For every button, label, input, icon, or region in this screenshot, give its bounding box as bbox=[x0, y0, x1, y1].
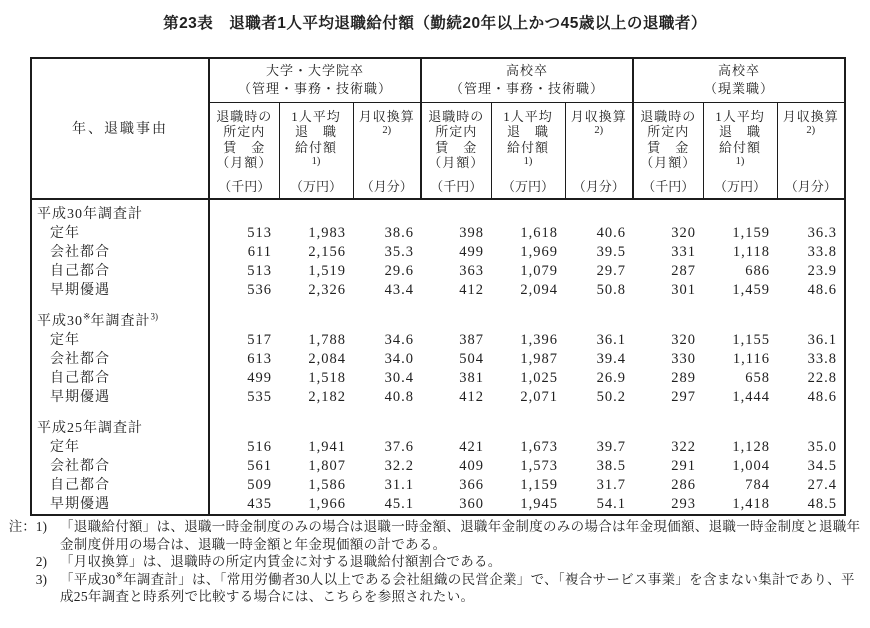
empty-cell bbox=[353, 300, 421, 331]
value-cell: 398 bbox=[459, 224, 484, 241]
value-cell: 1,118 bbox=[732, 243, 770, 260]
value-cell: 360 bbox=[459, 495, 484, 512]
corner-header: 年、退職事由 bbox=[31, 58, 209, 199]
value-cell: 322 bbox=[671, 438, 696, 455]
empty-cell bbox=[279, 300, 353, 331]
subcol-line: 月収換算 bbox=[358, 108, 415, 124]
subcol-line: 退 職 bbox=[506, 124, 549, 139]
value-cell: 48.5 bbox=[807, 495, 837, 512]
empty-cell bbox=[421, 407, 491, 438]
empty-cell bbox=[209, 407, 279, 438]
note-row bbox=[3, 553, 867, 571]
value-cell: 2,156 bbox=[308, 243, 346, 260]
value-cell: 39.7 bbox=[596, 438, 626, 455]
value-cell: 561 bbox=[247, 457, 272, 474]
subcol-line: 賃 金 bbox=[223, 139, 266, 155]
value-cell: 36.1 bbox=[807, 331, 837, 348]
value-cell: 1,673 bbox=[520, 438, 558, 455]
value-cell: 513 bbox=[247, 262, 272, 279]
value-cell: 35.3 bbox=[384, 243, 414, 260]
value-cell: 1,618 bbox=[520, 224, 558, 241]
group-header-3 bbox=[633, 58, 845, 102]
value-cell: 1,116 bbox=[732, 350, 770, 367]
value-cell: 1,079 bbox=[520, 262, 558, 279]
value-cell: 516 bbox=[247, 438, 272, 455]
subcol-line: 所定内 bbox=[647, 124, 690, 139]
subcol-footnote-marker: 2) bbox=[594, 125, 604, 136]
data-row bbox=[31, 281, 845, 300]
row-label-cell: 定年 bbox=[31, 331, 209, 350]
value-cell: 499 bbox=[459, 243, 484, 260]
value-cell: 320 bbox=[671, 331, 696, 348]
group-header-2 bbox=[421, 58, 633, 102]
row-label-cell: 早期優遇 bbox=[31, 281, 209, 300]
subcol-line: 1人平均 bbox=[715, 108, 765, 124]
subcol-line: （月額） bbox=[216, 155, 273, 170]
value-cell: 412 bbox=[459, 388, 484, 405]
note-body: 「月収換算」は、退職時の所定内賃金に対する退職給付額割合である。 bbox=[60, 554, 502, 569]
value-cell: 1,969 bbox=[520, 243, 558, 260]
value-cell: 31.1 bbox=[384, 476, 414, 493]
unit-label: （万円） bbox=[713, 178, 766, 194]
value-cell: 48.6 bbox=[807, 281, 837, 298]
section-label-cell: 平成25年調査計 bbox=[31, 407, 209, 438]
unit-label: （月分） bbox=[360, 178, 413, 194]
empty-cell bbox=[209, 300, 279, 331]
value-cell: 291 bbox=[671, 457, 696, 474]
value-cell: 287 bbox=[671, 262, 696, 279]
empty-cell bbox=[565, 199, 633, 224]
section-label-cell: 平成30年調査計 bbox=[31, 199, 209, 224]
value-cell: 50.2 bbox=[596, 388, 626, 405]
row-label-cell: 自己都合 bbox=[31, 476, 209, 495]
value-cell: 29.7 bbox=[596, 262, 626, 279]
value-cell: 33.8 bbox=[807, 350, 837, 367]
value-cell: 1,004 bbox=[732, 457, 770, 474]
value-cell: 29.6 bbox=[384, 262, 414, 279]
row-label-cell: 会社都合 bbox=[31, 350, 209, 369]
subcol-line: 月収換算 bbox=[570, 108, 627, 124]
data-row bbox=[31, 224, 845, 243]
subcol-footnote-marker: 2) bbox=[806, 125, 816, 136]
group-name: 高校卒 bbox=[717, 63, 760, 79]
group-header-1 bbox=[209, 58, 421, 102]
subcol-line: 退職時の bbox=[428, 108, 485, 124]
value-cell: 412 bbox=[459, 281, 484, 298]
note-body: 「平成30※年調査計」は、「常用労働者30人以上である会社組織の民営企業」で、「複合サービス事業」を含まない集計であり、平成25年調査と時系列で比較する場合には、こちらを参照されたい。 bbox=[60, 570, 855, 604]
empty-cell bbox=[209, 199, 279, 224]
unit-label: （月分） bbox=[572, 178, 625, 194]
data-row bbox=[31, 369, 845, 388]
page-title: 第23表 退職者1人平均退職給付額（勤続20年以上かつ45歳以上の退職者） bbox=[163, 15, 707, 32]
subcol-line: 退職時の bbox=[640, 108, 697, 124]
value-cell: 301 bbox=[671, 281, 696, 298]
section-label-cell: 平成30※年調査計$^{3)}$ bbox=[31, 300, 209, 331]
subcol-footnote-marker: 1) bbox=[735, 156, 745, 167]
value-cell: 517 bbox=[247, 331, 272, 348]
value-cell: 381 bbox=[459, 369, 484, 386]
empty-cell bbox=[491, 407, 565, 438]
empty-cell bbox=[353, 407, 421, 438]
subcol-header bbox=[565, 102, 633, 199]
benefits-table bbox=[30, 57, 846, 516]
value-cell: 1,396 bbox=[520, 331, 558, 348]
value-cell: 43.4 bbox=[384, 281, 414, 298]
value-cell: 30.4 bbox=[384, 369, 414, 386]
value-cell: 1,941 bbox=[308, 438, 346, 455]
value-cell: 320 bbox=[671, 224, 696, 241]
value-cell: 1,519 bbox=[308, 262, 346, 279]
subcol-line: 給付額 bbox=[718, 139, 761, 155]
value-cell: 35.0 bbox=[807, 438, 837, 455]
value-cell: 1,983 bbox=[308, 224, 346, 241]
value-cell: 45.1 bbox=[384, 495, 414, 512]
empty-cell bbox=[703, 300, 777, 331]
empty-cell bbox=[633, 300, 703, 331]
subcol-line: 所定内 bbox=[435, 124, 478, 139]
group-subname: （現業職） bbox=[703, 81, 774, 97]
subcol-footnote-marker: 2) bbox=[382, 125, 392, 136]
data-row bbox=[31, 243, 845, 262]
value-cell: 409 bbox=[459, 457, 484, 474]
subcol-line: 退 職 bbox=[718, 124, 761, 139]
value-cell: 54.1 bbox=[596, 495, 626, 512]
empty-cell bbox=[777, 300, 845, 331]
value-cell: 1,788 bbox=[308, 331, 346, 348]
value-cell: 2,071 bbox=[520, 388, 558, 405]
unit-label: （万円） bbox=[501, 178, 554, 194]
value-cell: 22.8 bbox=[807, 369, 837, 386]
subcol-header bbox=[279, 102, 353, 199]
section-label-row bbox=[31, 407, 845, 438]
data-row bbox=[31, 457, 845, 476]
value-cell: 2,326 bbox=[308, 281, 346, 298]
value-cell: 286 bbox=[671, 476, 696, 493]
empty-cell bbox=[565, 300, 633, 331]
subcol-line: （月額） bbox=[640, 155, 697, 170]
table-body bbox=[31, 199, 845, 515]
empty-cell bbox=[703, 199, 777, 224]
group-subname: （管理・事務・技術職） bbox=[449, 81, 604, 97]
value-cell: 32.2 bbox=[384, 457, 414, 474]
value-cell: 1,418 bbox=[732, 495, 770, 512]
value-cell: 297 bbox=[671, 388, 696, 405]
value-cell: 1,459 bbox=[732, 281, 770, 298]
empty-cell bbox=[777, 407, 845, 438]
note-marker: 注：1) bbox=[8, 519, 47, 534]
unit-label: （千円） bbox=[642, 178, 695, 194]
data-row bbox=[31, 476, 845, 495]
data-row bbox=[31, 388, 845, 407]
value-cell: 1,128 bbox=[732, 438, 770, 455]
subcol-line: 1人平均 bbox=[291, 108, 341, 124]
row-label-cell: 自己都合 bbox=[31, 369, 209, 388]
data-row bbox=[31, 331, 845, 350]
value-cell: 38.5 bbox=[596, 457, 626, 474]
subcol-header bbox=[491, 102, 565, 199]
row-label-cell: 自己都合 bbox=[31, 262, 209, 281]
value-cell: 40.8 bbox=[384, 388, 414, 405]
section-label-row bbox=[31, 300, 845, 331]
value-cell: 658 bbox=[745, 369, 770, 386]
group-name: 大学・大学院卒 bbox=[265, 63, 364, 79]
value-cell: 48.6 bbox=[807, 388, 837, 405]
note-body: 「退職給付額」は、退職一時金制度のみの場合は退職一時金額、退職年金制度のみの場合は年金現価額、退職一時金制度と退職年金制度併用の場合は、退職一時金額と年金現価額の計である。 bbox=[60, 519, 861, 552]
value-cell: 366 bbox=[459, 476, 484, 493]
value-cell: 499 bbox=[247, 369, 272, 386]
value-cell: 39.4 bbox=[596, 350, 626, 367]
row-label-cell: 早期優遇 bbox=[31, 388, 209, 407]
subcol-header bbox=[703, 102, 777, 199]
empty-cell bbox=[703, 407, 777, 438]
value-cell: 289 bbox=[671, 369, 696, 386]
data-row bbox=[31, 438, 845, 457]
value-cell: 363 bbox=[459, 262, 484, 279]
value-cell: 1,586 bbox=[308, 476, 346, 493]
value-cell: 34.5 bbox=[807, 457, 837, 474]
row-label-cell: 会社都合 bbox=[31, 243, 209, 262]
value-cell: 387 bbox=[459, 331, 484, 348]
unit-label: （月分） bbox=[784, 178, 837, 194]
note-marker: 2) bbox=[35, 554, 47, 569]
value-cell: 26.9 bbox=[596, 369, 626, 386]
subcol-header bbox=[633, 102, 703, 199]
subcol-line: （月額） bbox=[428, 155, 485, 170]
subcol-line: 賃 金 bbox=[647, 139, 690, 155]
group-subname: （管理・事務・技術職） bbox=[237, 81, 392, 97]
subcol-line: 賃 金 bbox=[435, 139, 478, 155]
value-cell: 1,987 bbox=[520, 350, 558, 367]
subcol-line: 給付額 bbox=[294, 139, 337, 155]
value-cell: 1,025 bbox=[520, 369, 558, 386]
value-cell: 31.7 bbox=[596, 476, 626, 493]
subcol-line: 退 職 bbox=[294, 124, 337, 139]
value-cell: 504 bbox=[459, 350, 484, 367]
note-row bbox=[3, 571, 867, 606]
subcol-line: 1人平均 bbox=[503, 108, 553, 124]
unit-label: （千円） bbox=[430, 178, 483, 194]
empty-cell bbox=[491, 300, 565, 331]
empty-cell bbox=[633, 199, 703, 224]
value-cell: 38.6 bbox=[384, 224, 414, 241]
empty-cell bbox=[491, 199, 565, 224]
subcol-line: 所定内 bbox=[223, 124, 266, 139]
value-cell: 33.8 bbox=[807, 243, 837, 260]
value-cell: 40.6 bbox=[596, 224, 626, 241]
subcol-line: 給付額 bbox=[506, 139, 549, 155]
value-cell: 435 bbox=[247, 495, 272, 512]
value-cell: 1,159 bbox=[732, 224, 770, 241]
data-row bbox=[31, 262, 845, 281]
value-cell: 1,966 bbox=[308, 495, 346, 512]
value-cell: 2,084 bbox=[308, 350, 346, 367]
value-cell: 1,159 bbox=[520, 476, 558, 493]
value-cell: 2,182 bbox=[308, 388, 346, 405]
value-cell: 1,518 bbox=[308, 369, 346, 386]
data-row bbox=[31, 495, 845, 515]
data-row bbox=[31, 350, 845, 369]
row-label-cell: 会社都合 bbox=[31, 457, 209, 476]
subcol-header bbox=[421, 102, 491, 199]
value-cell: 509 bbox=[247, 476, 272, 493]
empty-cell bbox=[353, 199, 421, 224]
value-cell: 34.0 bbox=[384, 350, 414, 367]
subcol-header bbox=[353, 102, 421, 199]
value-cell: 1,444 bbox=[732, 388, 770, 405]
empty-cell bbox=[279, 407, 353, 438]
value-cell: 536 bbox=[247, 281, 272, 298]
subcol-footnote-marker: 1) bbox=[523, 156, 533, 167]
row-label-cell: 定年 bbox=[31, 438, 209, 457]
section-label-row bbox=[31, 199, 845, 224]
note-row bbox=[3, 518, 867, 553]
value-cell: 293 bbox=[671, 495, 696, 512]
value-cell: 686 bbox=[745, 262, 770, 279]
subcol-line: 月収換算 bbox=[782, 108, 839, 124]
value-cell: 330 bbox=[671, 350, 696, 367]
empty-cell bbox=[633, 407, 703, 438]
value-cell: 613 bbox=[247, 350, 272, 367]
value-cell: 535 bbox=[247, 388, 272, 405]
row-label-cell: 定年 bbox=[31, 224, 209, 243]
empty-cell bbox=[279, 199, 353, 224]
value-cell: 331 bbox=[671, 243, 696, 260]
value-cell: 39.5 bbox=[596, 243, 626, 260]
value-cell: 50.8 bbox=[596, 281, 626, 298]
unit-label: （千円） bbox=[218, 178, 271, 194]
subcol-header bbox=[209, 102, 279, 199]
value-cell: 1,573 bbox=[520, 457, 558, 474]
value-cell: 784 bbox=[745, 476, 770, 493]
value-cell: 36.1 bbox=[596, 331, 626, 348]
subcol-footnote-marker: 1) bbox=[311, 156, 321, 167]
value-cell: 36.3 bbox=[807, 224, 837, 241]
group-name: 高校卒 bbox=[505, 63, 548, 79]
value-cell: 1,807 bbox=[308, 457, 346, 474]
empty-cell bbox=[777, 199, 845, 224]
note-marker: 3) bbox=[35, 571, 47, 587]
group-header-row bbox=[31, 58, 845, 102]
empty-cell bbox=[421, 199, 491, 224]
value-cell: 27.4 bbox=[807, 476, 837, 493]
value-cell: 1,945 bbox=[520, 495, 558, 512]
value-cell: 2,094 bbox=[520, 281, 558, 298]
empty-cell bbox=[421, 300, 491, 331]
value-cell: 513 bbox=[247, 224, 272, 241]
unit-label: （万円） bbox=[289, 178, 342, 194]
value-cell: 611 bbox=[247, 243, 272, 260]
subcol-line: 退職時の bbox=[216, 108, 273, 124]
value-cell: 34.6 bbox=[384, 331, 414, 348]
value-cell: 37.6 bbox=[384, 438, 414, 455]
notes bbox=[3, 518, 867, 606]
subcol-header bbox=[777, 102, 845, 199]
value-cell: 421 bbox=[459, 438, 484, 455]
row-label-cell: 早期優遇 bbox=[31, 495, 209, 515]
value-cell: 1,155 bbox=[732, 331, 770, 348]
empty-cell bbox=[565, 407, 633, 438]
value-cell: 23.9 bbox=[807, 262, 837, 279]
